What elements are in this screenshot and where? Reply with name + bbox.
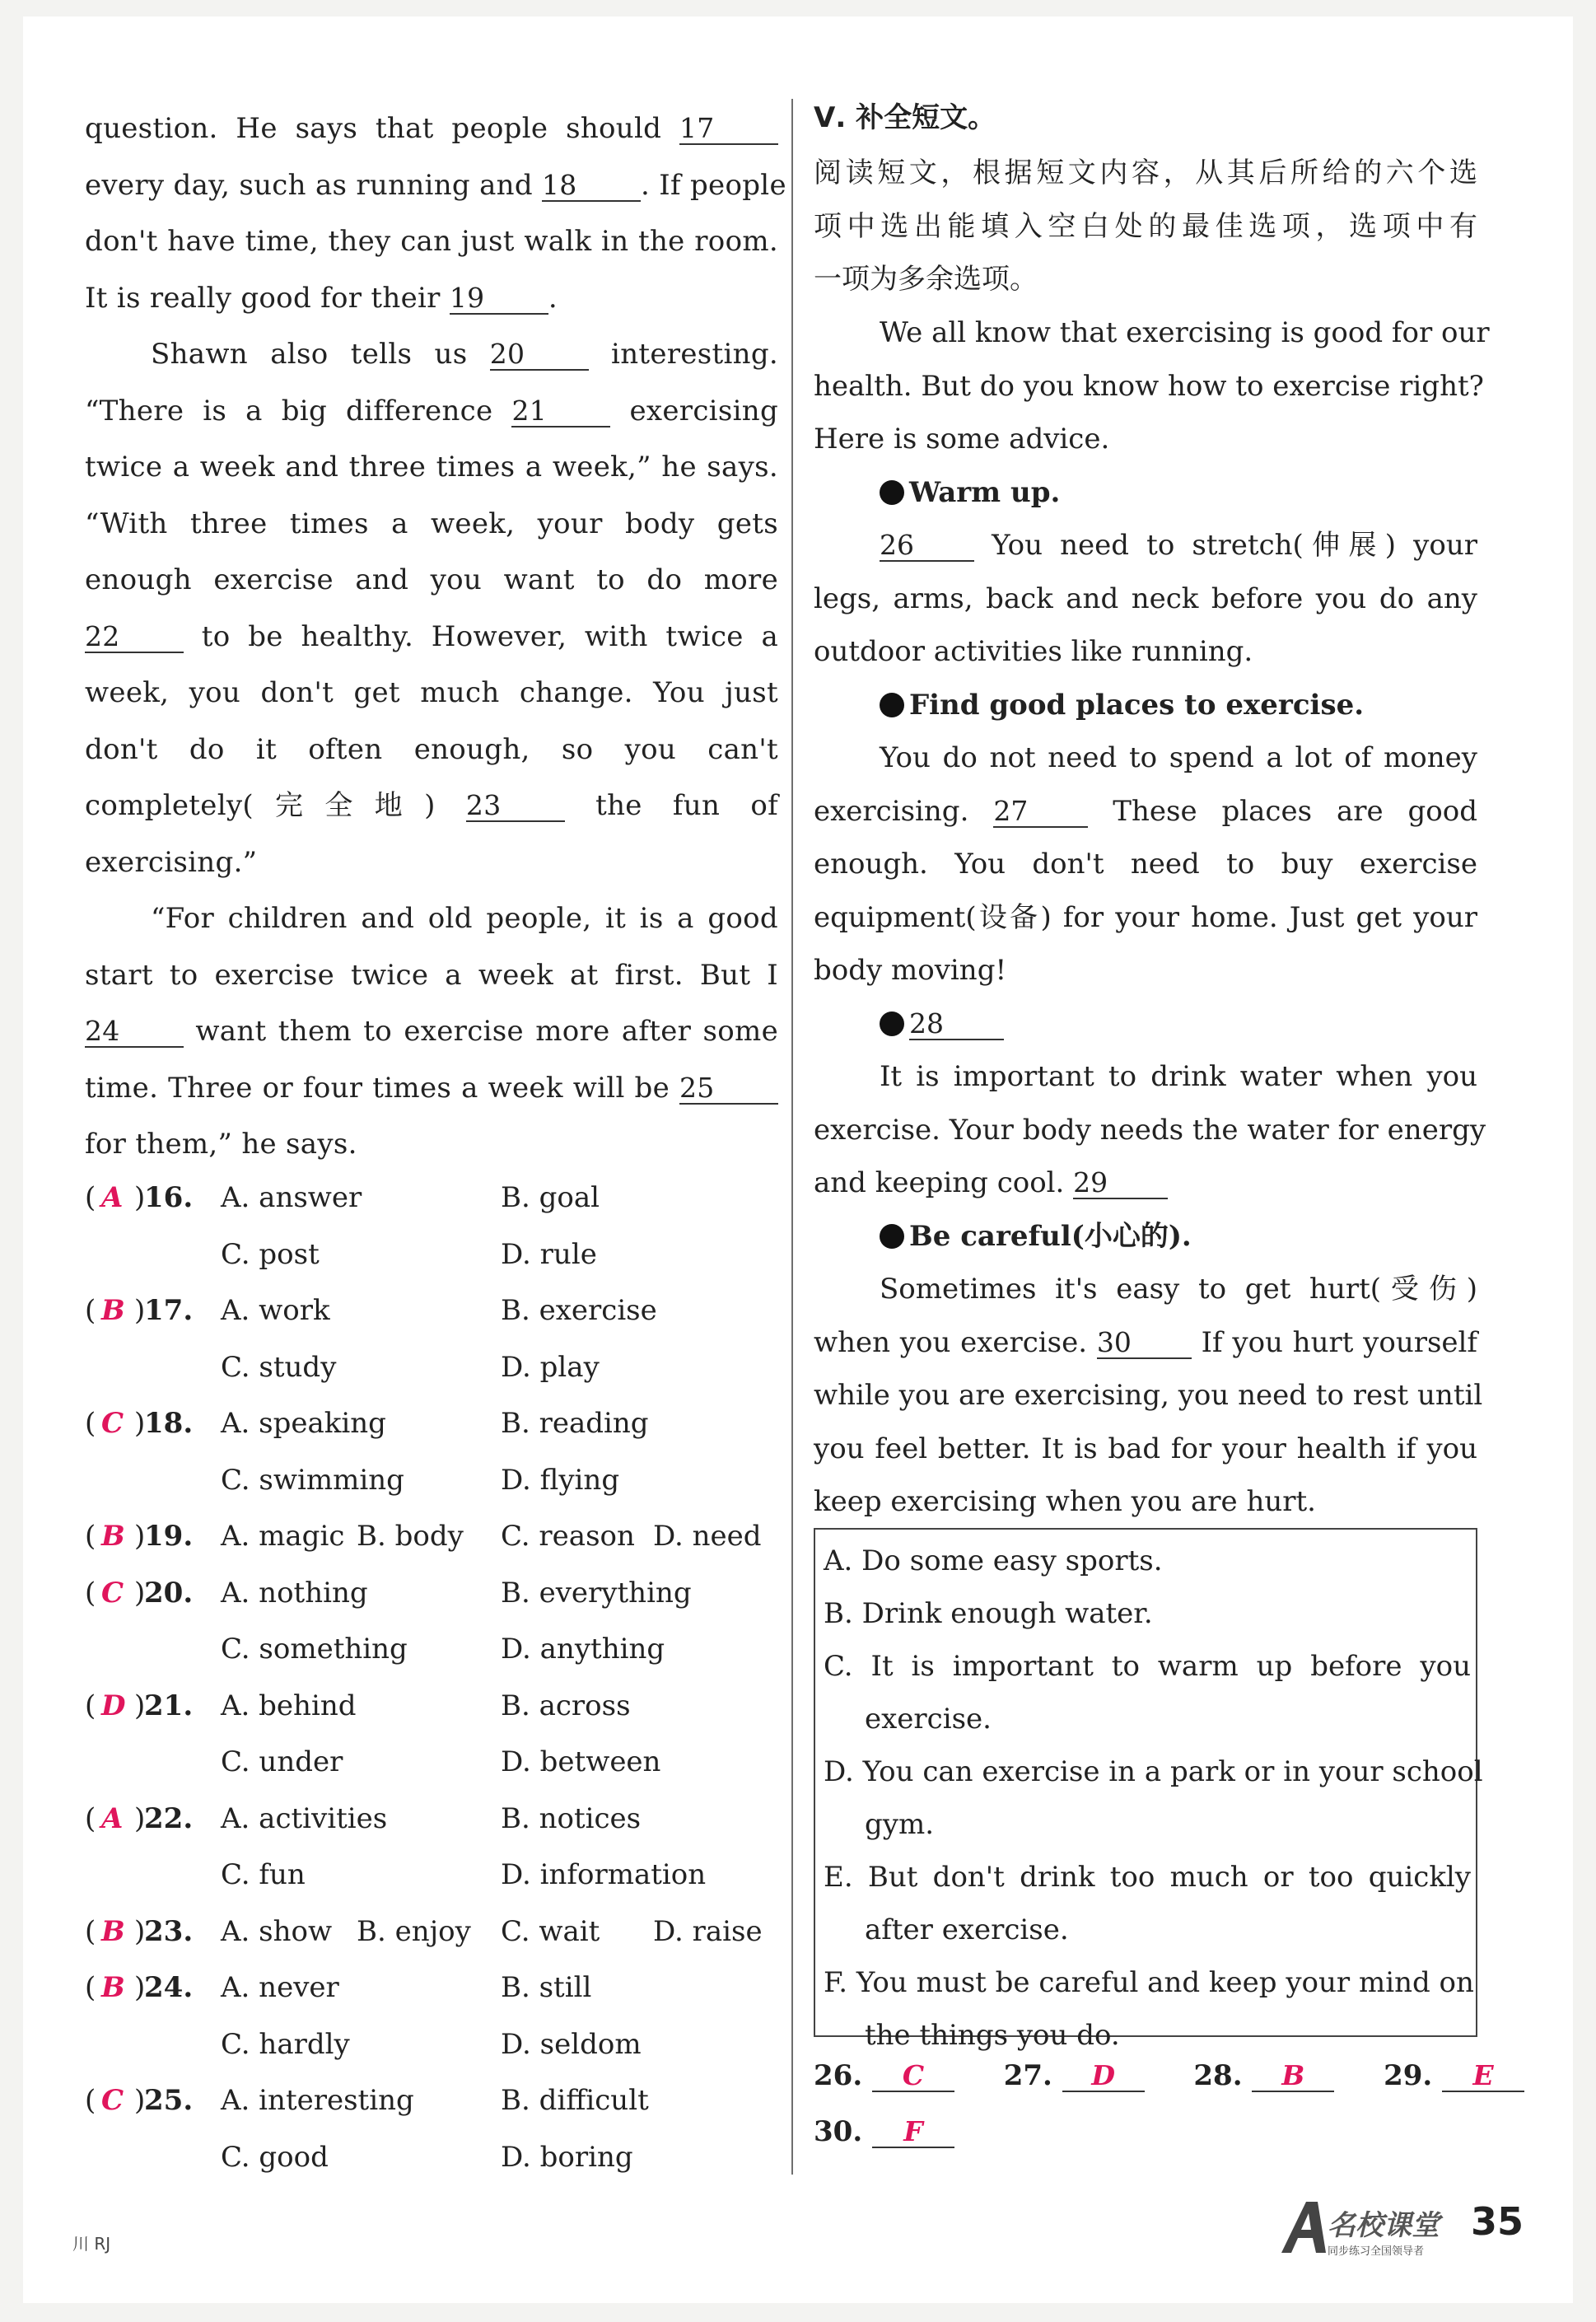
option-b: B. Drink enough water. [824, 1597, 1153, 1630]
passage-line: 26 You need to stretch(伸展) your [880, 529, 1477, 562]
page-number: 35 [1471, 2199, 1524, 2244]
option-c: C. swimming [221, 1463, 404, 1497]
option-b: B. enjoy [357, 1914, 471, 1948]
passage-line: It is really good for their 19 . [85, 281, 558, 315]
answer-row-2 [814, 2115, 954, 2148]
option-d: D. information [501, 1858, 707, 1891]
passage-line: body moving! [814, 954, 1007, 987]
question-answer: B [101, 1914, 125, 1948]
question-answer: A [101, 1181, 124, 1214]
question-row [85, 1508, 778, 1564]
question-row [85, 1565, 778, 1621]
subheading-warm-up: Warm up. [814, 466, 1477, 520]
passage-line: “There is a big difference 21 exercising [85, 394, 779, 427]
passage-line: while you are exercising, you need to rest until [814, 1379, 1483, 1412]
question-answer: C [101, 2084, 124, 2117]
blank-25: 25 [679, 1073, 778, 1105]
answer-number: 30. [814, 2115, 863, 2148]
passage-line: 22 to be healthy. However, with twice a [85, 619, 779, 653]
passage-line: enough exercise and you want to do more [85, 563, 778, 596]
passage-line: 24 want them to exercise more after some [85, 1015, 779, 1048]
question-row-continued [85, 1621, 778, 1677]
options-box [814, 1528, 1483, 2052]
passage-line: week, you don't get much change. You just [85, 676, 778, 709]
answer-29: E [1442, 2061, 1524, 2092]
answer-number: 26. [814, 2059, 863, 2092]
passage-line: when you exercise. 30 If you hurt yourself [814, 1325, 1478, 1359]
paren: ) [134, 1181, 146, 1214]
option-d: D. between [501, 1745, 661, 1778]
passage-line: health. But do you know how to exercise right? [814, 369, 1484, 403]
bullet-icon [880, 693, 904, 717]
question-row-continued [85, 2129, 778, 2185]
option-b: B. still [501, 1971, 592, 2004]
question-number: 19. [144, 1520, 194, 1553]
blank-30: 30 [1097, 1328, 1192, 1359]
answer-30: F [872, 2117, 954, 2148]
paren: ) [134, 2084, 146, 2117]
svg-text:名校课堂: 名校课堂 [1328, 2209, 1440, 2242]
paren: ( [85, 1294, 96, 1327]
option-c: C. reason [501, 1520, 635, 1553]
question-number: 23. [144, 1914, 194, 1948]
question-answer: C [101, 1407, 124, 1440]
paren: ) [134, 1294, 146, 1327]
option-a: A. answer [221, 1181, 362, 1214]
blank-18: 18 [542, 171, 641, 202]
option-a: A. magic [221, 1520, 345, 1553]
paren: ( [85, 1520, 96, 1553]
passage-line: don't do it often enough, so you can't [85, 732, 778, 766]
passage-line: start to exercise twice a week at first. But I [85, 958, 778, 992]
question-number: 22. [144, 1801, 194, 1835]
blank-19: 19 [450, 283, 548, 315]
paren: ( [85, 1971, 96, 2004]
bullet-icon [880, 1224, 904, 1249]
passage-line: “With three times a week, your body gets [85, 507, 778, 540]
paren: ( [85, 1576, 96, 1610]
question-answer: C [101, 1576, 124, 1610]
option-d: D. seldom [501, 2027, 642, 2061]
section-heading: Ⅴ. 补全短文。 [814, 101, 996, 134]
answer-number: 29. [1384, 2059, 1433, 2092]
option-b: B. exercise [501, 1294, 657, 1327]
cloze-passage [85, 100, 786, 1173]
option-e: E. But don't drink too much or too quickly after exercise. [824, 1861, 1471, 1946]
option-b: B. goal [501, 1181, 600, 1214]
passage-line: completely(完全地) 23 the fun of [85, 789, 778, 822]
question-row-continued [85, 1734, 778, 1790]
question-row-continued [85, 1847, 778, 1903]
paren: ( [85, 2084, 96, 2117]
svg-text:同步练习全国领导者: 同步练习全国领导者 [1328, 2245, 1425, 2258]
blank-26: 26 [880, 530, 974, 562]
option-a: A. show [221, 1914, 333, 1948]
question-row-continued [85, 1226, 778, 1282]
question-row [85, 1282, 778, 1339]
option-d: D. need [653, 1520, 762, 1553]
passage-line: Sometimes it's easy to get hurt(受伤) [880, 1273, 1477, 1306]
question-number: 21. [144, 1689, 194, 1722]
instructions [814, 147, 1477, 306]
passage-line: legs, arms, back and neck before you do any [814, 582, 1477, 615]
question-row-continued [85, 1339, 778, 1395]
footer-edition-mark: 川 RJ [72, 2234, 111, 2254]
passage-line: twice a week and three times a week,” he says. [85, 451, 778, 484]
question-answer: D [101, 1689, 126, 1722]
option-d: D. play [501, 1350, 600, 1384]
paren: ) [134, 1801, 146, 1835]
passage-line: time. Three or four times a week will be 25 [85, 1060, 778, 1117]
seven-choice-passage [814, 306, 1490, 1529]
option-d: D. rule [501, 1237, 597, 1271]
passage-line: We all know that exercising is good for our [880, 316, 1490, 349]
option-f: F. You must be careful and keep your mind on the things you do. [824, 1966, 1474, 2052]
question-number: 17. [144, 1294, 194, 1327]
question-row [85, 1170, 778, 1226]
question-answer: A [101, 1801, 124, 1835]
question-row [85, 1904, 778, 1960]
passage-line: you feel better. It is bad for your health if you [814, 1432, 1477, 1465]
question-row-continued [85, 1452, 778, 1508]
question-number: 18. [144, 1407, 194, 1440]
paren: ( [85, 1181, 96, 1214]
option-c: C. study [221, 1350, 337, 1384]
option-a: A. interesting [221, 2084, 414, 2117]
question-row [85, 1960, 778, 2016]
question-number: 20. [144, 1576, 194, 1610]
passage-line: don't have time, they can just walk in the room. [85, 225, 778, 258]
passage-line: keep exercising when you are hurt. [814, 1485, 1316, 1518]
question-answer: B [101, 1294, 125, 1327]
passage-line: for them,” he says. [85, 1128, 357, 1161]
instruction-line: 一项为多余选项。 [814, 263, 1038, 296]
paren: ( [85, 1801, 96, 1835]
answer-number: 27. [1003, 2059, 1052, 2092]
question-row [85, 2072, 778, 2128]
option-c: C. hardly [221, 2027, 350, 2061]
question-number: 16. [144, 1181, 194, 1214]
answer-27: D [1062, 2061, 1145, 2092]
question-number: 25. [144, 2084, 194, 2117]
blank-22: 22 [85, 622, 184, 653]
question-row-continued [85, 2016, 778, 2072]
blank-20: 20 [490, 339, 589, 371]
paren: ( [85, 1914, 96, 1948]
option-c: C. post [221, 1237, 320, 1271]
blank-17: 17 [679, 114, 778, 145]
option-a: A. never [221, 1971, 339, 2004]
subheading-blank-28 [814, 997, 1477, 1051]
blank-23: 23 [466, 791, 565, 822]
passage-line: exercise. Your body needs the water for energy [814, 1113, 1486, 1147]
passage-line: enough. You don't need to buy exercise [814, 848, 1477, 881]
column-divider [791, 99, 793, 2175]
option-a: A. nothing [221, 1576, 368, 1610]
passage-line: exercising. 27 These places are good [814, 794, 1478, 828]
answer-26: C [872, 2061, 954, 2092]
question-answer: B [101, 1971, 125, 2004]
passage-line: and keeping cool. 29 [814, 1156, 1477, 1210]
publisher-logo [1275, 2195, 1464, 2261]
paren: ( [85, 1689, 96, 1722]
answer-row-1 [814, 2059, 1524, 2092]
paren: ) [134, 1576, 146, 1610]
blank-21: 21 [511, 396, 610, 427]
option-b: B. across [501, 1689, 631, 1722]
passage-line: question. He says that people should 17 [85, 100, 778, 157]
passage-line: It is important to drink water when you [880, 1060, 1477, 1093]
question-number: 24. [144, 1971, 194, 2004]
paren: ) [134, 1689, 146, 1722]
paren: ) [134, 1914, 146, 1948]
option-b: B. reading [501, 1407, 649, 1440]
subheading-be-careful: Be careful(小心的). [814, 1210, 1477, 1264]
option-b: B. difficult [501, 2084, 649, 2117]
question-row [85, 1678, 778, 1734]
paren: ) [134, 1407, 146, 1440]
passage-line: Here is some advice. [814, 423, 1110, 456]
option-c: C. good [221, 2140, 329, 2174]
instruction-line: 阅读短文，根据短文内容，从其后所给的六个选 [814, 157, 1477, 189]
instruction-line: 项中选出能填入空白处的最佳选项，选项中有 [814, 209, 1477, 243]
passage-line: “For children and old people, it is a good [151, 902, 778, 935]
option-a: A. Do some easy sports. [824, 1544, 1163, 1577]
blank-28: 28 [909, 1009, 1004, 1040]
blank-29: 29 [1073, 1168, 1168, 1199]
page [23, 16, 1573, 2303]
option-b: B. notices [501, 1801, 642, 1835]
option-c: C. fun [221, 1858, 306, 1891]
paren: ( [85, 1407, 96, 1440]
option-c: C. It is important to warm up before you exercise. [824, 1650, 1471, 1736]
passage-line: Shawn also tells us 20 interesting. [151, 338, 779, 371]
option-d: D. boring [501, 2140, 633, 2174]
question-answer: B [101, 1520, 125, 1553]
question-row [85, 1395, 778, 1451]
option-c: C. something [221, 1633, 408, 1666]
bullet-icon [880, 1011, 904, 1036]
paren: ) [134, 1971, 146, 2004]
answer-number: 28. [1193, 2059, 1243, 2092]
passage-line: exercising.” [85, 845, 258, 879]
option-c: C. under [221, 1745, 343, 1778]
option-d: D. You can exercise in a park or in your school gym. [824, 1755, 1483, 1841]
subheading-find-places: Find good places to exercise. [814, 679, 1477, 732]
option-a: A. speaking [221, 1407, 386, 1440]
option-a: A. activities [221, 1801, 388, 1835]
option-d: D. raise [653, 1914, 763, 1948]
option-a: A. behind [221, 1689, 357, 1722]
bullet-icon [880, 480, 904, 505]
option-a: A. work [221, 1294, 330, 1327]
option-b: B. everything [501, 1576, 692, 1610]
option-b: B. body [357, 1520, 464, 1553]
answer-28: B [1252, 2061, 1334, 2092]
option-d: D. flying [501, 1463, 620, 1497]
passage-line: equipment(设备) for your home. Just get your [814, 900, 1477, 934]
passage-line: outdoor activities like running. [814, 635, 1253, 668]
paren: ) [134, 1520, 146, 1553]
blank-24: 24 [85, 1016, 184, 1048]
passage-line: You do not need to spend a lot of money [880, 741, 1477, 774]
option-c: C. wait [501, 1914, 600, 1948]
passage-line: every day, such as running and 18 . If people [85, 168, 786, 202]
question-row [85, 1791, 778, 1847]
option-d: D. anything [501, 1633, 665, 1666]
blank-27: 27 [993, 797, 1088, 828]
